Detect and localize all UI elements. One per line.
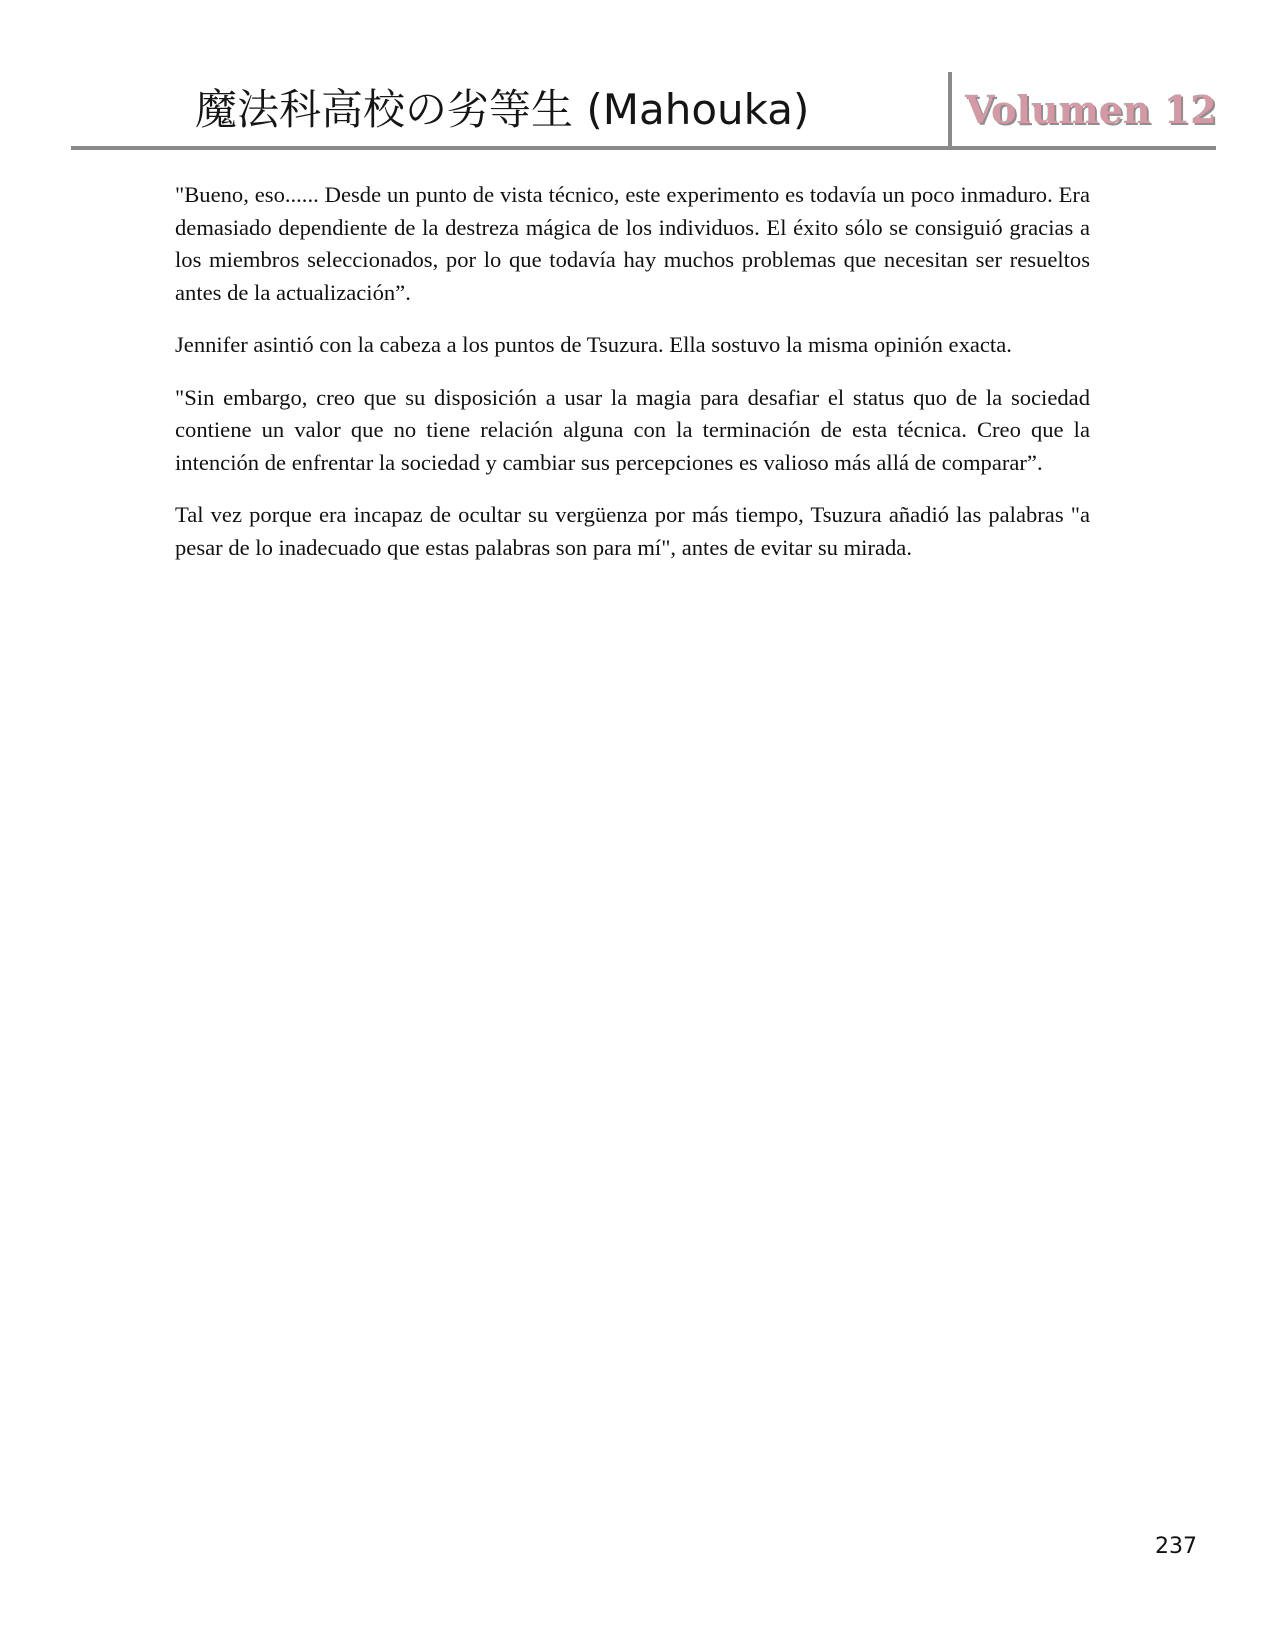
paragraph-1: "Bueno, eso...... Desde un punto de vista técnico, este experimento es todavía un poco inmaduro. Era demasiado dependiente de la destreza mágica de los individuos. El éxito sólo se consiguió gracias a los miembros seleccionados, por lo que todavía hay muchos problemas que necesitan ser resueltos antes de la actualización”.: [175, 182, 1090, 305]
paragraph-3: "Sin embargo, creo que su disposición a usar la magia para desafiar el status quo de la sociedad contiene un valor que no tiene relación alguna con la terminación de esta técnica. Creo que la intención de enfrentar la sociedad y cambiar sus percepciones es valioso más allá de comparar”.: [175, 384, 1090, 475]
paragraph-2: Jennifer asintió con la cabeza a los puntos de Tsuzura. Ella sostuvo la misma opinión exacta.: [175, 332, 1012, 357]
page-header: [0, 0, 1275, 160]
page-content: [175, 179, 1090, 584]
book-title: 魔法科高校の劣等生 (Mahouka): [195, 85, 810, 134]
header-rule: [71, 146, 1216, 150]
paragraph-4: Tal vez porque era incapaz de ocultar su vergüenza por más tiempo, Tsuzura añadió las palabras "a pesar de lo inadecuado que estas palabras son para mí", antes de evitar su mirada.: [175, 502, 1090, 560]
header-divider: [948, 72, 952, 148]
volume-label: Volumen 12: [965, 87, 1217, 132]
page-number: 237: [1155, 1534, 1197, 1559]
